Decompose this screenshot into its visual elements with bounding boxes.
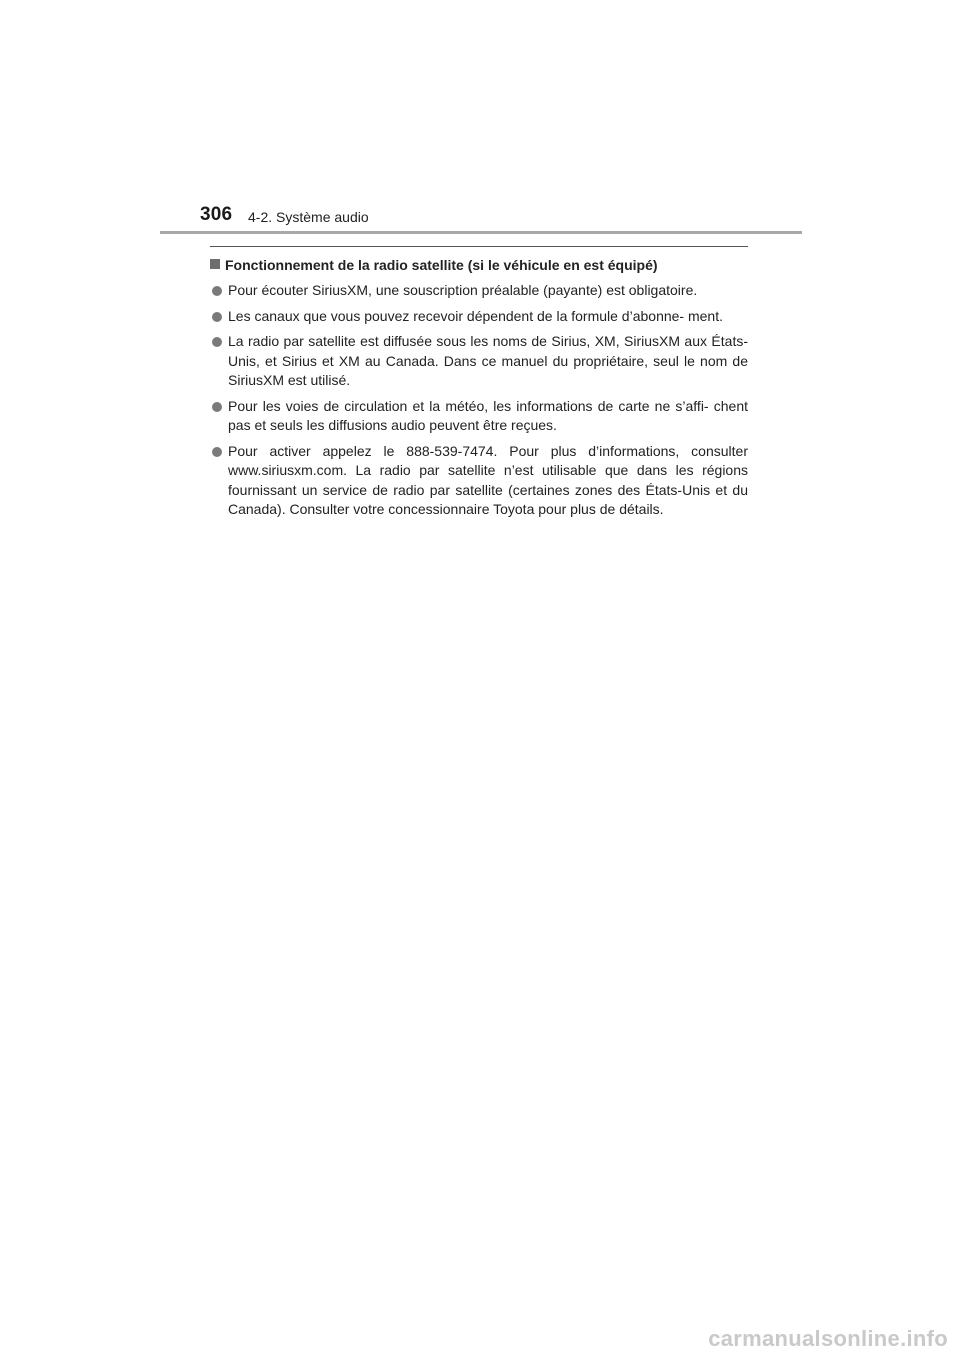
list-item-text: Pour écouter SiriusXM, une souscription préalable (payante) est obligatoire. [228, 282, 698, 298]
list-item [210, 332, 748, 391]
list-item [210, 397, 748, 436]
circle-bullet-icon [212, 286, 222, 296]
list-item [210, 442, 748, 520]
list-item-text: Pour les voies de circulation et la météo, les informations de carte ne s’affi- chent pas et seuls les diffusions audio peuvent être reçues. [228, 397, 748, 433]
bullet-list [210, 281, 748, 520]
square-bullet-icon [210, 259, 220, 269]
circle-bullet-icon [212, 447, 222, 457]
list-item-text: La radio par satellite est diffusée sous les noms de Sirius, XM, SiriusXM aux États-Unis, et Sirius et XM au Canada. Dans ce manuel du propriétaire, seul le nom de SiriusXM est utilisé. [228, 333, 748, 388]
list-item-text: Les canaux que vous pouvez recevoir dépendent de la formule d’abonne- ment. [228, 307, 723, 324]
page-number: 306 [200, 204, 233, 225]
list-item [210, 281, 748, 301]
list-item [210, 307, 748, 327]
list-item-text: Pour activer appelez le 888-539-7474. Pour plus d’informations, consulter www.siriusxm.com. La radio par satellite n’est utilisable que dans les régions fournissant un service de radio par satellite (certaines zones des États-Unis et du Canada). Consulter votre concessionnaire Toyota pour plus de détails. [228, 442, 748, 517]
circle-bullet-icon [212, 402, 222, 412]
page-header [0, 0, 960, 240]
watermark: carmanualsonline.info [708, 1326, 948, 1351]
header-rule [160, 231, 802, 234]
section-heading [210, 256, 748, 275]
section-title: 4-2. Système audio [248, 209, 369, 225]
content-section [210, 246, 748, 526]
section-heading-text: Fonctionnement de la radio satellite (si le véhicule en est équipé) [225, 257, 658, 273]
circle-bullet-icon [212, 337, 222, 347]
circle-bullet-icon [212, 312, 222, 322]
